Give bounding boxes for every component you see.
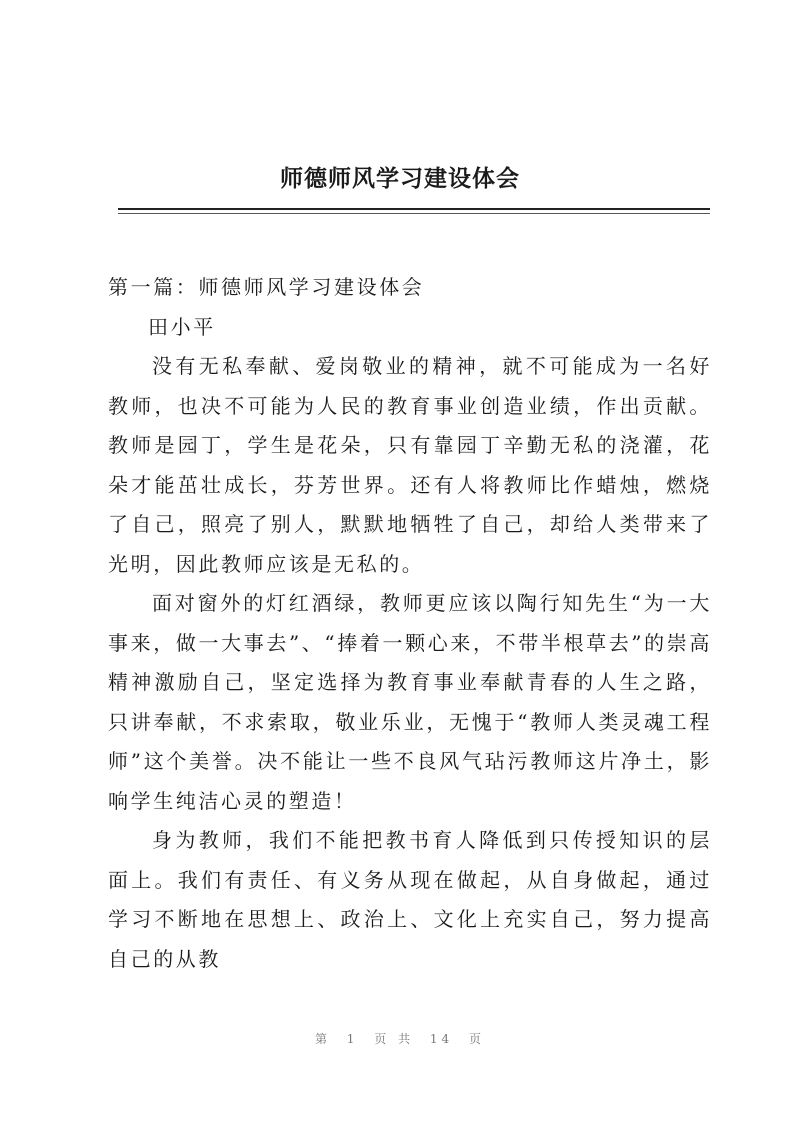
- author-name: 田小平: [148, 314, 216, 339]
- paragraph: 身为教师，我们不能把教书育人降低到只传授知识的层面上。我们有责任、有义务从现在做起，从自身做起，通过学习不断地在思想上、政治上、文化上充实自己，努力提高自己的从教: [108, 828, 712, 971]
- paragraph: 面对窗外的灯红酒绿，教师更应该以陶行知先生“为一大事来，做一大事去”、“捧着一颗心来，不带半根草去”的崇高精神激励自己，坚定选择为教育事业奉献青春的人生之路，只讲奉献，不求索取，敬业乐业，无愧于“教师人类灵魂工程师”这个美誉。决不能让一些不良风气玷污教师这片净土，影响学生纯洁心灵的塑造！: [108, 591, 712, 813]
- section-heading: 第一篇：师德师风学习建设体会: [108, 275, 425, 299]
- title-divider: [118, 208, 710, 210]
- footer-page-number: 1: [346, 1032, 359, 1046]
- document-body: [108, 268, 712, 979]
- page-title: 师德师风学习建设体会: [280, 166, 520, 192]
- footer-total-pages: 14: [429, 1032, 454, 1046]
- footer-prefix: 第: [314, 1032, 331, 1046]
- footer-suffix: 页: [469, 1032, 486, 1046]
- title-divider-thin: [118, 213, 710, 214]
- footer-middle: 页 共: [374, 1032, 415, 1046]
- paragraph: 没有无私奉献、爱岗敬业的精神，就不可能成为一名好教师，也决不可能为人民的教育事业创造业绩，作出贡献。教师是园丁，学生是花朵，只有靠园丁辛勤无私的浇灌，花朵才能茁壮成长，芬芳世界。还有人将教师比作蜡烛，燃烧了自己，照亮了别人，默默地牺牲了自己，却给人类带来了光明，因此教师应该是无私的。: [108, 354, 712, 576]
- page-footer: [0, 1030, 800, 1047]
